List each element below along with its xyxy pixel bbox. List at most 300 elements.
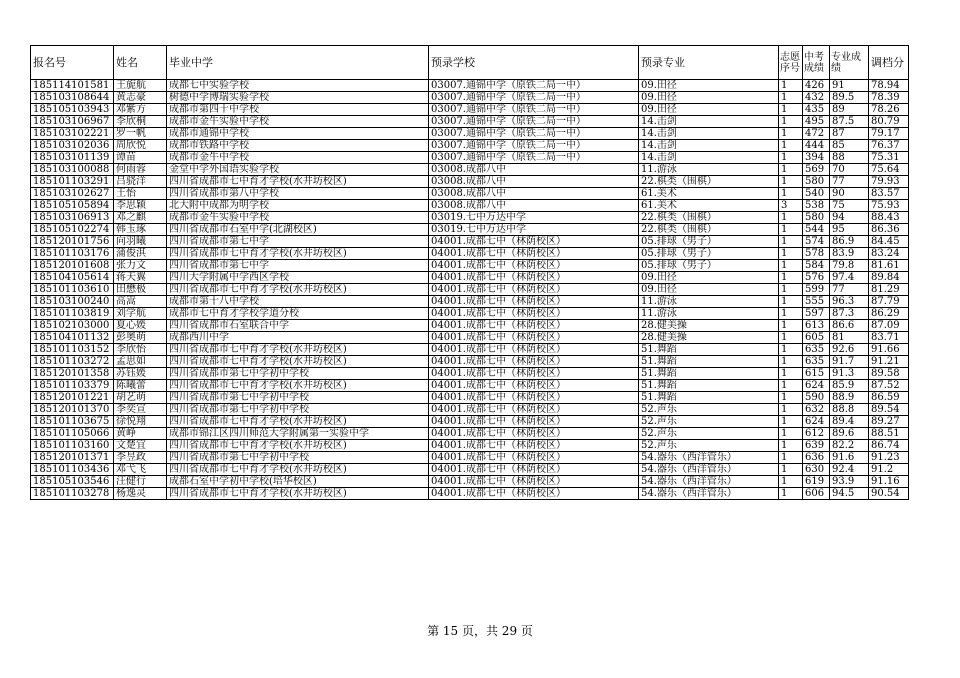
table-row bbox=[31, 116, 909, 128]
table-row bbox=[31, 236, 909, 248]
registration-number-cell: 185103108644 bbox=[31, 92, 114, 104]
graduated-school-cell: 四川省成都市七中育才学校(水井坊校区) bbox=[167, 284, 429, 296]
table-row bbox=[31, 404, 909, 416]
table-body bbox=[31, 80, 909, 500]
registration-number-cell: 185101103278 bbox=[31, 488, 114, 500]
exam-score-cell: 613 bbox=[803, 320, 830, 332]
specialty-score-cell: 83.9 bbox=[830, 248, 869, 260]
exam-score-cell: 578 bbox=[803, 248, 830, 260]
registration-number-cell: 185103102221 bbox=[31, 128, 114, 140]
admitted-major-cell: 09.田径 bbox=[639, 92, 779, 104]
registration-number-cell: 185101103819 bbox=[31, 308, 114, 320]
exam-score-cell: 538 bbox=[803, 200, 830, 212]
table-row bbox=[31, 368, 909, 380]
admitted-major-cell: 05.排球（男子） bbox=[639, 248, 779, 260]
final-score-cell: 91.16 bbox=[869, 476, 909, 488]
table-row bbox=[31, 464, 909, 476]
student-name-cell: 周欣悦 bbox=[114, 140, 167, 152]
table-row bbox=[31, 200, 909, 212]
student-name-cell: 张力文 bbox=[114, 260, 167, 272]
graduated-school-cell: 树德中学博瑞实验学校 bbox=[167, 92, 429, 104]
table-row bbox=[31, 188, 909, 200]
admitted-major-cell: 09.田径 bbox=[639, 104, 779, 116]
admitted-school-cell: 04001.成都七中（林荫校区） bbox=[429, 308, 639, 320]
admitted-school-cell: 04001.成都七中（林荫校区） bbox=[429, 416, 639, 428]
graduated-school-cell: 四川省成都市第八中学校 bbox=[167, 188, 429, 200]
admitted-major-cell: 54.器乐（西洋管乐） bbox=[639, 464, 779, 476]
admitted-school-cell: 04001.成都七中（林荫校区） bbox=[429, 344, 639, 356]
student-name-cell: 李思颖 bbox=[114, 200, 167, 212]
specialty-score-cell: 88.9 bbox=[830, 392, 869, 404]
final-score-cell: 83.57 bbox=[869, 188, 909, 200]
final-score-cell: 90.54 bbox=[869, 488, 909, 500]
student-name-cell: 田懋极 bbox=[114, 284, 167, 296]
final-score-cell: 87.09 bbox=[869, 320, 909, 332]
admitted-school-cell: 03007.通锦中学（原铁二局一中） bbox=[429, 128, 639, 140]
admitted-school-cell: 03008.成都八中 bbox=[429, 188, 639, 200]
specialty-score-cell: 81 bbox=[830, 332, 869, 344]
preference-order-cell: 1 bbox=[779, 260, 803, 272]
student-name-cell: 黄志豪 bbox=[114, 92, 167, 104]
preference-order-cell: 1 bbox=[779, 416, 803, 428]
graduated-school-cell: 四川省成都市第七中学初中学校 bbox=[167, 452, 429, 464]
admitted-major-cell: 52.声乐 bbox=[639, 416, 779, 428]
registration-number-cell: 185101103152 bbox=[31, 344, 114, 356]
graduated-school-cell: 四川省成都市第七中学初中学校 bbox=[167, 368, 429, 380]
exam-score-cell: 574 bbox=[803, 236, 830, 248]
exam-score-cell: 619 bbox=[803, 476, 830, 488]
admitted-school-cell: 04001.成都七中（林荫校区） bbox=[429, 356, 639, 368]
graduated-school-cell: 四川省成都市七中育才学校(水井坊校区) bbox=[167, 464, 429, 476]
specialty-score-cell: 86.6 bbox=[830, 320, 869, 332]
graduated-school-cell: 北大附中成都为明学校 bbox=[167, 200, 429, 212]
exam-score-cell: 630 bbox=[803, 464, 830, 476]
student-name-cell: 何雨蓉 bbox=[114, 164, 167, 176]
admitted-school-cell: 03019.七中万达中学 bbox=[429, 212, 639, 224]
registration-number-cell: 185114101581 bbox=[31, 80, 114, 92]
admitted-school-cell: 04001.成都七中（林荫校区） bbox=[429, 392, 639, 404]
table-row bbox=[31, 260, 909, 272]
table-row bbox=[31, 380, 909, 392]
table-row bbox=[31, 104, 909, 116]
admitted-school-cell: 04001.成都七中（林荫校区） bbox=[429, 272, 639, 284]
specialty-score-cell: 77 bbox=[830, 176, 869, 188]
exam-score-cell: 606 bbox=[803, 488, 830, 500]
specialty-score-cell: 96.3 bbox=[830, 296, 869, 308]
student-name-cell: 黄峥 bbox=[114, 428, 167, 440]
table-row bbox=[31, 344, 909, 356]
registration-number-cell: 185120101371 bbox=[31, 452, 114, 464]
table-row bbox=[31, 476, 909, 488]
table-row bbox=[31, 176, 909, 188]
final-score-cell: 87.79 bbox=[869, 296, 909, 308]
registration-number-cell: 185120101221 bbox=[31, 392, 114, 404]
specialty-score-cell: 97.4 bbox=[830, 272, 869, 284]
admitted-major-cell: 05.排球（男子） bbox=[639, 260, 779, 272]
registration-number-cell: 185103106967 bbox=[31, 116, 114, 128]
admitted-major-cell: 11.游泳 bbox=[639, 308, 779, 320]
final-score-cell: 86.29 bbox=[869, 308, 909, 320]
final-score-cell: 81.61 bbox=[869, 260, 909, 272]
table-row bbox=[31, 140, 909, 152]
header-graduated-school: 毕业中学 bbox=[167, 46, 429, 80]
graduated-school-cell: 成都市金牛中学校 bbox=[167, 152, 429, 164]
table-row bbox=[31, 416, 909, 428]
admitted-school-cell: 04001.成都七中（林荫校区） bbox=[429, 404, 639, 416]
final-score-cell: 83.24 bbox=[869, 248, 909, 260]
admitted-major-cell: 22.棋类（围棋） bbox=[639, 212, 779, 224]
specialty-score-cell: 89 bbox=[830, 104, 869, 116]
table-row bbox=[31, 320, 909, 332]
specialty-score-cell: 87.5 bbox=[830, 116, 869, 128]
admitted-major-cell: 51.舞蹈 bbox=[639, 392, 779, 404]
preference-order-cell: 1 bbox=[779, 80, 803, 92]
student-name-cell: 苏钰媛 bbox=[114, 368, 167, 380]
preference-order-cell: 1 bbox=[779, 332, 803, 344]
preference-order-cell: 1 bbox=[779, 440, 803, 452]
admitted-school-cell: 03008.成都八中 bbox=[429, 164, 639, 176]
preference-order-cell: 1 bbox=[779, 188, 803, 200]
exam-score-cell: 580 bbox=[803, 176, 830, 188]
final-score-cell: 75.93 bbox=[869, 200, 909, 212]
graduated-school-cell: 成都石室中学初中学校(培华校区) bbox=[167, 476, 429, 488]
admitted-major-cell: 14.击剑 bbox=[639, 128, 779, 140]
admitted-major-cell: 22.棋类（围棋） bbox=[639, 176, 779, 188]
admitted-school-cell: 04001.成都七中（林荫校区） bbox=[429, 464, 639, 476]
preference-order-cell: 1 bbox=[779, 248, 803, 260]
table-row bbox=[31, 428, 909, 440]
specialty-score-cell: 86.9 bbox=[830, 236, 869, 248]
registration-number-cell: 185120101358 bbox=[31, 368, 114, 380]
graduated-school-cell: 成都市金牛实验中学校 bbox=[167, 116, 429, 128]
table-header bbox=[31, 46, 909, 80]
graduated-school-cell: 四川省成都市七中育才学校(水井坊校区) bbox=[167, 248, 429, 260]
specialty-score-cell: 79.8 bbox=[830, 260, 869, 272]
specialty-score-cell: 70 bbox=[830, 164, 869, 176]
table-row bbox=[31, 296, 909, 308]
registration-number-cell: 185120101370 bbox=[31, 404, 114, 416]
preference-order-cell: 1 bbox=[779, 272, 803, 284]
graduated-school-cell: 成都市第十八中学校 bbox=[167, 296, 429, 308]
preference-order-cell: 1 bbox=[779, 164, 803, 176]
preference-order-cell: 1 bbox=[779, 488, 803, 500]
registration-number-cell: 185101103176 bbox=[31, 248, 114, 260]
registration-number-cell: 185103102036 bbox=[31, 140, 114, 152]
graduated-school-cell: 四川省成都市第七中学 bbox=[167, 236, 429, 248]
header-admitted-major: 预录专业 bbox=[639, 46, 779, 80]
registration-number-cell: 185105103943 bbox=[31, 104, 114, 116]
final-score-cell: 78.94 bbox=[869, 80, 909, 92]
admitted-major-cell: 05.排球（男子） bbox=[639, 236, 779, 248]
header-specialty-score: 专业成绩 bbox=[830, 46, 869, 80]
admitted-school-cell: 04001.成都七中（林荫校区） bbox=[429, 248, 639, 260]
student-name-cell: 蒋天翼 bbox=[114, 272, 167, 284]
admitted-school-cell: 03007.通锦中学（原铁二局一中） bbox=[429, 140, 639, 152]
exam-score-cell: 444 bbox=[803, 140, 830, 152]
admitted-school-cell: 04001.成都七中（林荫校区） bbox=[429, 260, 639, 272]
student-name-cell: 李奕宣 bbox=[114, 404, 167, 416]
student-name-cell: 杨逸灵 bbox=[114, 488, 167, 500]
header-admitted-school: 预录学校 bbox=[429, 46, 639, 80]
final-score-cell: 78.39 bbox=[869, 92, 909, 104]
exam-score-cell: 635 bbox=[803, 344, 830, 356]
student-name-cell: 邓之麒 bbox=[114, 212, 167, 224]
graduated-school-cell: 四川省成都市七中育才学校(水井坊校区) bbox=[167, 344, 429, 356]
specialty-score-cell: 87.3 bbox=[830, 308, 869, 320]
student-name-cell: 孟思如 bbox=[114, 356, 167, 368]
exam-score-cell: 599 bbox=[803, 284, 830, 296]
graduated-school-cell: 成都市铁路中学校 bbox=[167, 140, 429, 152]
final-score-cell: 86.36 bbox=[869, 224, 909, 236]
preference-order-cell: 1 bbox=[779, 464, 803, 476]
admitted-major-cell: 51.舞蹈 bbox=[639, 368, 779, 380]
final-score-cell: 84.45 bbox=[869, 236, 909, 248]
registration-number-cell: 185101103610 bbox=[31, 284, 114, 296]
final-score-cell: 80.79 bbox=[869, 116, 909, 128]
admitted-major-cell: 28.健美操 bbox=[639, 332, 779, 344]
table-row bbox=[31, 308, 909, 320]
admitted-school-cell: 03007.通锦中学（原铁二局一中） bbox=[429, 152, 639, 164]
exam-score-cell: 624 bbox=[803, 380, 830, 392]
admitted-school-cell: 04001.成都七中（林荫校区） bbox=[429, 236, 639, 248]
table-row bbox=[31, 488, 909, 500]
admitted-major-cell: 11.游泳 bbox=[639, 164, 779, 176]
final-score-cell: 79.17 bbox=[869, 128, 909, 140]
admitted-major-cell: 61.美术 bbox=[639, 200, 779, 212]
graduated-school-cell: 成都市锦江区四川师范大学附属第一实验中学 bbox=[167, 428, 429, 440]
exam-score-cell: 605 bbox=[803, 332, 830, 344]
student-name-cell: 文楚宜 bbox=[114, 440, 167, 452]
preference-order-cell: 1 bbox=[779, 92, 803, 104]
admitted-major-cell: 09.田径 bbox=[639, 272, 779, 284]
exam-score-cell: 394 bbox=[803, 152, 830, 164]
admitted-major-cell: 22.棋类（围棋） bbox=[639, 224, 779, 236]
student-name-cell: 徐悦翔 bbox=[114, 416, 167, 428]
graduated-school-cell: 金堂中学外国语实验学校 bbox=[167, 164, 429, 176]
final-score-cell: 89.54 bbox=[869, 404, 909, 416]
preference-order-cell: 1 bbox=[779, 128, 803, 140]
admitted-school-cell: 04001.成都七中（林荫校区） bbox=[429, 332, 639, 344]
registration-number-cell: 185101103379 bbox=[31, 380, 114, 392]
registration-number-cell: 185101103436 bbox=[31, 464, 114, 476]
admitted-school-cell: 04001.成都七中（林荫校区） bbox=[429, 368, 639, 380]
table-row bbox=[31, 452, 909, 464]
registration-number-cell: 185103101139 bbox=[31, 152, 114, 164]
graduated-school-cell: 四川省成都市七中育才学校(水井坊校区) bbox=[167, 488, 429, 500]
header-row bbox=[31, 46, 909, 80]
specialty-score-cell: 90 bbox=[830, 188, 869, 200]
specialty-score-cell: 87 bbox=[830, 128, 869, 140]
header-exam-score: 中考成绩 bbox=[803, 46, 830, 80]
preference-order-cell: 1 bbox=[779, 452, 803, 464]
admitted-school-cell: 04001.成都七中（林荫校区） bbox=[429, 380, 639, 392]
student-name-cell: 邓紫方 bbox=[114, 104, 167, 116]
admitted-major-cell: 54.器乐（西洋管乐） bbox=[639, 476, 779, 488]
specialty-score-cell: 88.8 bbox=[830, 404, 869, 416]
graduated-school-cell: 四川省成都市七中育才学校(水井坊校区) bbox=[167, 176, 429, 188]
student-name-cell: 彭奥萌 bbox=[114, 332, 167, 344]
graduated-school-cell: 成都市金牛实验中学校 bbox=[167, 212, 429, 224]
page-footer: 第 15 页，共 29 页 bbox=[427, 624, 533, 638]
specialty-score-cell: 89.4 bbox=[830, 416, 869, 428]
preference-order-cell: 1 bbox=[779, 320, 803, 332]
specialty-score-cell: 85.9 bbox=[830, 380, 869, 392]
table-row bbox=[31, 164, 909, 176]
admitted-major-cell: 52.声乐 bbox=[639, 440, 779, 452]
final-score-cell: 75.64 bbox=[869, 164, 909, 176]
graduated-school-cell: 成都市七中育才学校学道分校 bbox=[167, 308, 429, 320]
student-name-cell: 王旎航 bbox=[114, 80, 167, 92]
admitted-school-cell: 04001.成都七中（林荫校区） bbox=[429, 452, 639, 464]
preference-order-cell: 1 bbox=[779, 236, 803, 248]
graduated-school-cell: 四川大学附属中学西区学校 bbox=[167, 272, 429, 284]
student-name-cell: 李欣桐 bbox=[114, 116, 167, 128]
table-row bbox=[31, 284, 909, 296]
graduated-school-cell: 成都市通锦中学校 bbox=[167, 128, 429, 140]
specialty-score-cell: 91.6 bbox=[830, 452, 869, 464]
final-score-cell: 86.74 bbox=[869, 440, 909, 452]
admitted-major-cell: 14.击剑 bbox=[639, 116, 779, 128]
exam-score-cell: 639 bbox=[803, 440, 830, 452]
registration-number-cell: 185101103272 bbox=[31, 356, 114, 368]
student-name-cell: 胡艺萌 bbox=[114, 392, 167, 404]
graduated-school-cell: 四川省成都市石室联合中学 bbox=[167, 320, 429, 332]
student-name-cell: 刘学航 bbox=[114, 308, 167, 320]
exam-score-cell: 615 bbox=[803, 368, 830, 380]
student-name-cell: 邓弋飞 bbox=[114, 464, 167, 476]
graduated-school-cell: 四川省成都市第七中学初中学校 bbox=[167, 392, 429, 404]
registration-number-cell: 185101103675 bbox=[31, 416, 114, 428]
preference-order-cell: 1 bbox=[779, 368, 803, 380]
exam-score-cell: 569 bbox=[803, 164, 830, 176]
admitted-school-cell: 03008.成都八中 bbox=[429, 200, 639, 212]
graduated-school-cell: 四川省成都市七中育才学校(水井坊校区) bbox=[167, 356, 429, 368]
graduated-school-cell: 四川省成都市石室中学(北湖校区) bbox=[167, 224, 429, 236]
preference-order-cell: 1 bbox=[779, 152, 803, 164]
student-name-cell: 韩玉琢 bbox=[114, 224, 167, 236]
final-score-cell: 81.29 bbox=[869, 284, 909, 296]
graduated-school-cell: 成都西川中学 bbox=[167, 332, 429, 344]
admitted-school-cell: 03007.通锦中学（原铁二局一中） bbox=[429, 116, 639, 128]
specialty-score-cell: 94.5 bbox=[830, 488, 869, 500]
final-score-cell: 76.37 bbox=[869, 140, 909, 152]
preference-order-cell: 1 bbox=[779, 176, 803, 188]
table-row bbox=[31, 332, 909, 344]
exam-score-cell: 590 bbox=[803, 392, 830, 404]
preference-order-cell: 1 bbox=[779, 428, 803, 440]
final-score-cell: 91.66 bbox=[869, 344, 909, 356]
exam-score-cell: 426 bbox=[803, 80, 830, 92]
admitted-major-cell: 28.健美操 bbox=[639, 320, 779, 332]
final-score-cell: 87.52 bbox=[869, 380, 909, 392]
exam-score-cell: 632 bbox=[803, 404, 830, 416]
table-row bbox=[31, 92, 909, 104]
admitted-major-cell: 52.声乐 bbox=[639, 404, 779, 416]
exam-score-cell: 584 bbox=[803, 260, 830, 272]
admitted-school-cell: 03008.成都八中 bbox=[429, 176, 639, 188]
exam-score-cell: 624 bbox=[803, 416, 830, 428]
admitted-school-cell: 04001.成都七中（林荫校区） bbox=[429, 320, 639, 332]
specialty-score-cell: 92.6 bbox=[830, 344, 869, 356]
admitted-major-cell: 14.击剑 bbox=[639, 152, 779, 164]
final-score-cell: 78.26 bbox=[869, 104, 909, 116]
table-row bbox=[31, 128, 909, 140]
student-name-cell: 向羽曦 bbox=[114, 236, 167, 248]
final-score-cell: 89.84 bbox=[869, 272, 909, 284]
graduated-school-cell: 四川省成都市七中育才学校(水井坊校区) bbox=[167, 416, 429, 428]
final-score-cell: 91.21 bbox=[869, 356, 909, 368]
student-name-cell: 高嵩 bbox=[114, 296, 167, 308]
student-name-cell: 夏心媛 bbox=[114, 320, 167, 332]
student-name-cell: 李欣怡 bbox=[114, 344, 167, 356]
exam-score-cell: 597 bbox=[803, 308, 830, 320]
graduated-school-cell: 成都市第四十中学校 bbox=[167, 104, 429, 116]
preference-order-cell: 1 bbox=[779, 344, 803, 356]
registration-number-cell: 185104101132 bbox=[31, 332, 114, 344]
admitted-major-cell: 09.田径 bbox=[639, 284, 779, 296]
exam-score-cell: 636 bbox=[803, 452, 830, 464]
admitted-major-cell: 61.美术 bbox=[639, 188, 779, 200]
table-row bbox=[31, 212, 909, 224]
registration-number-cell: 185120101756 bbox=[31, 236, 114, 248]
admitted-school-cell: 04001.成都七中（林荫校区） bbox=[429, 440, 639, 452]
admitted-major-cell: 51.舞蹈 bbox=[639, 344, 779, 356]
registration-number-cell: 185104105614 bbox=[31, 272, 114, 284]
specialty-score-cell: 89.6 bbox=[830, 428, 869, 440]
exam-score-cell: 612 bbox=[803, 428, 830, 440]
final-score-cell: 89.27 bbox=[869, 416, 909, 428]
admitted-school-cell: 04001.成都七中（林荫校区） bbox=[429, 488, 639, 500]
graduated-school-cell: 四川省成都市七中育才学校(水井坊校区) bbox=[167, 440, 429, 452]
admitted-school-cell: 03019.七中万达中学 bbox=[429, 224, 639, 236]
exam-score-cell: 432 bbox=[803, 92, 830, 104]
preference-order-cell: 1 bbox=[779, 308, 803, 320]
admitted-school-cell: 03007.通锦中学（原铁二局一中） bbox=[429, 80, 639, 92]
admitted-major-cell: 14.击剑 bbox=[639, 140, 779, 152]
table-row bbox=[31, 440, 909, 452]
registration-number-cell: 185101103291 bbox=[31, 176, 114, 188]
graduated-school-cell: 四川省成都市第七中学 bbox=[167, 260, 429, 272]
registration-number-cell: 185105103546 bbox=[31, 476, 114, 488]
exam-score-cell: 580 bbox=[803, 212, 830, 224]
table-row bbox=[31, 224, 909, 236]
specialty-score-cell: 85 bbox=[830, 140, 869, 152]
header-registration-number: 报名号 bbox=[31, 46, 114, 80]
final-score-cell: 91.23 bbox=[869, 452, 909, 464]
table-row bbox=[31, 80, 909, 92]
preference-order-cell: 1 bbox=[779, 296, 803, 308]
admission-table bbox=[30, 45, 909, 500]
header-final-score: 调档分 bbox=[869, 46, 909, 80]
specialty-score-cell: 92.4 bbox=[830, 464, 869, 476]
specialty-score-cell: 93.9 bbox=[830, 476, 869, 488]
student-name-cell: 谭苗 bbox=[114, 152, 167, 164]
student-name-cell: 罗一帆 bbox=[114, 128, 167, 140]
preference-order-cell: 1 bbox=[779, 380, 803, 392]
exam-score-cell: 576 bbox=[803, 272, 830, 284]
preference-order-cell: 1 bbox=[779, 476, 803, 488]
preference-order-cell: 1 bbox=[779, 392, 803, 404]
admitted-school-cell: 04001.成都七中（林荫校区） bbox=[429, 476, 639, 488]
student-name-cell: 蒲俊淇 bbox=[114, 248, 167, 260]
exam-score-cell: 435 bbox=[803, 104, 830, 116]
specialty-score-cell: 75 bbox=[830, 200, 869, 212]
preference-order-cell: 1 bbox=[779, 284, 803, 296]
final-score-cell: 88.51 bbox=[869, 428, 909, 440]
preference-order-cell: 1 bbox=[779, 356, 803, 368]
preference-order-cell: 1 bbox=[779, 224, 803, 236]
admitted-major-cell: 51.舞蹈 bbox=[639, 380, 779, 392]
